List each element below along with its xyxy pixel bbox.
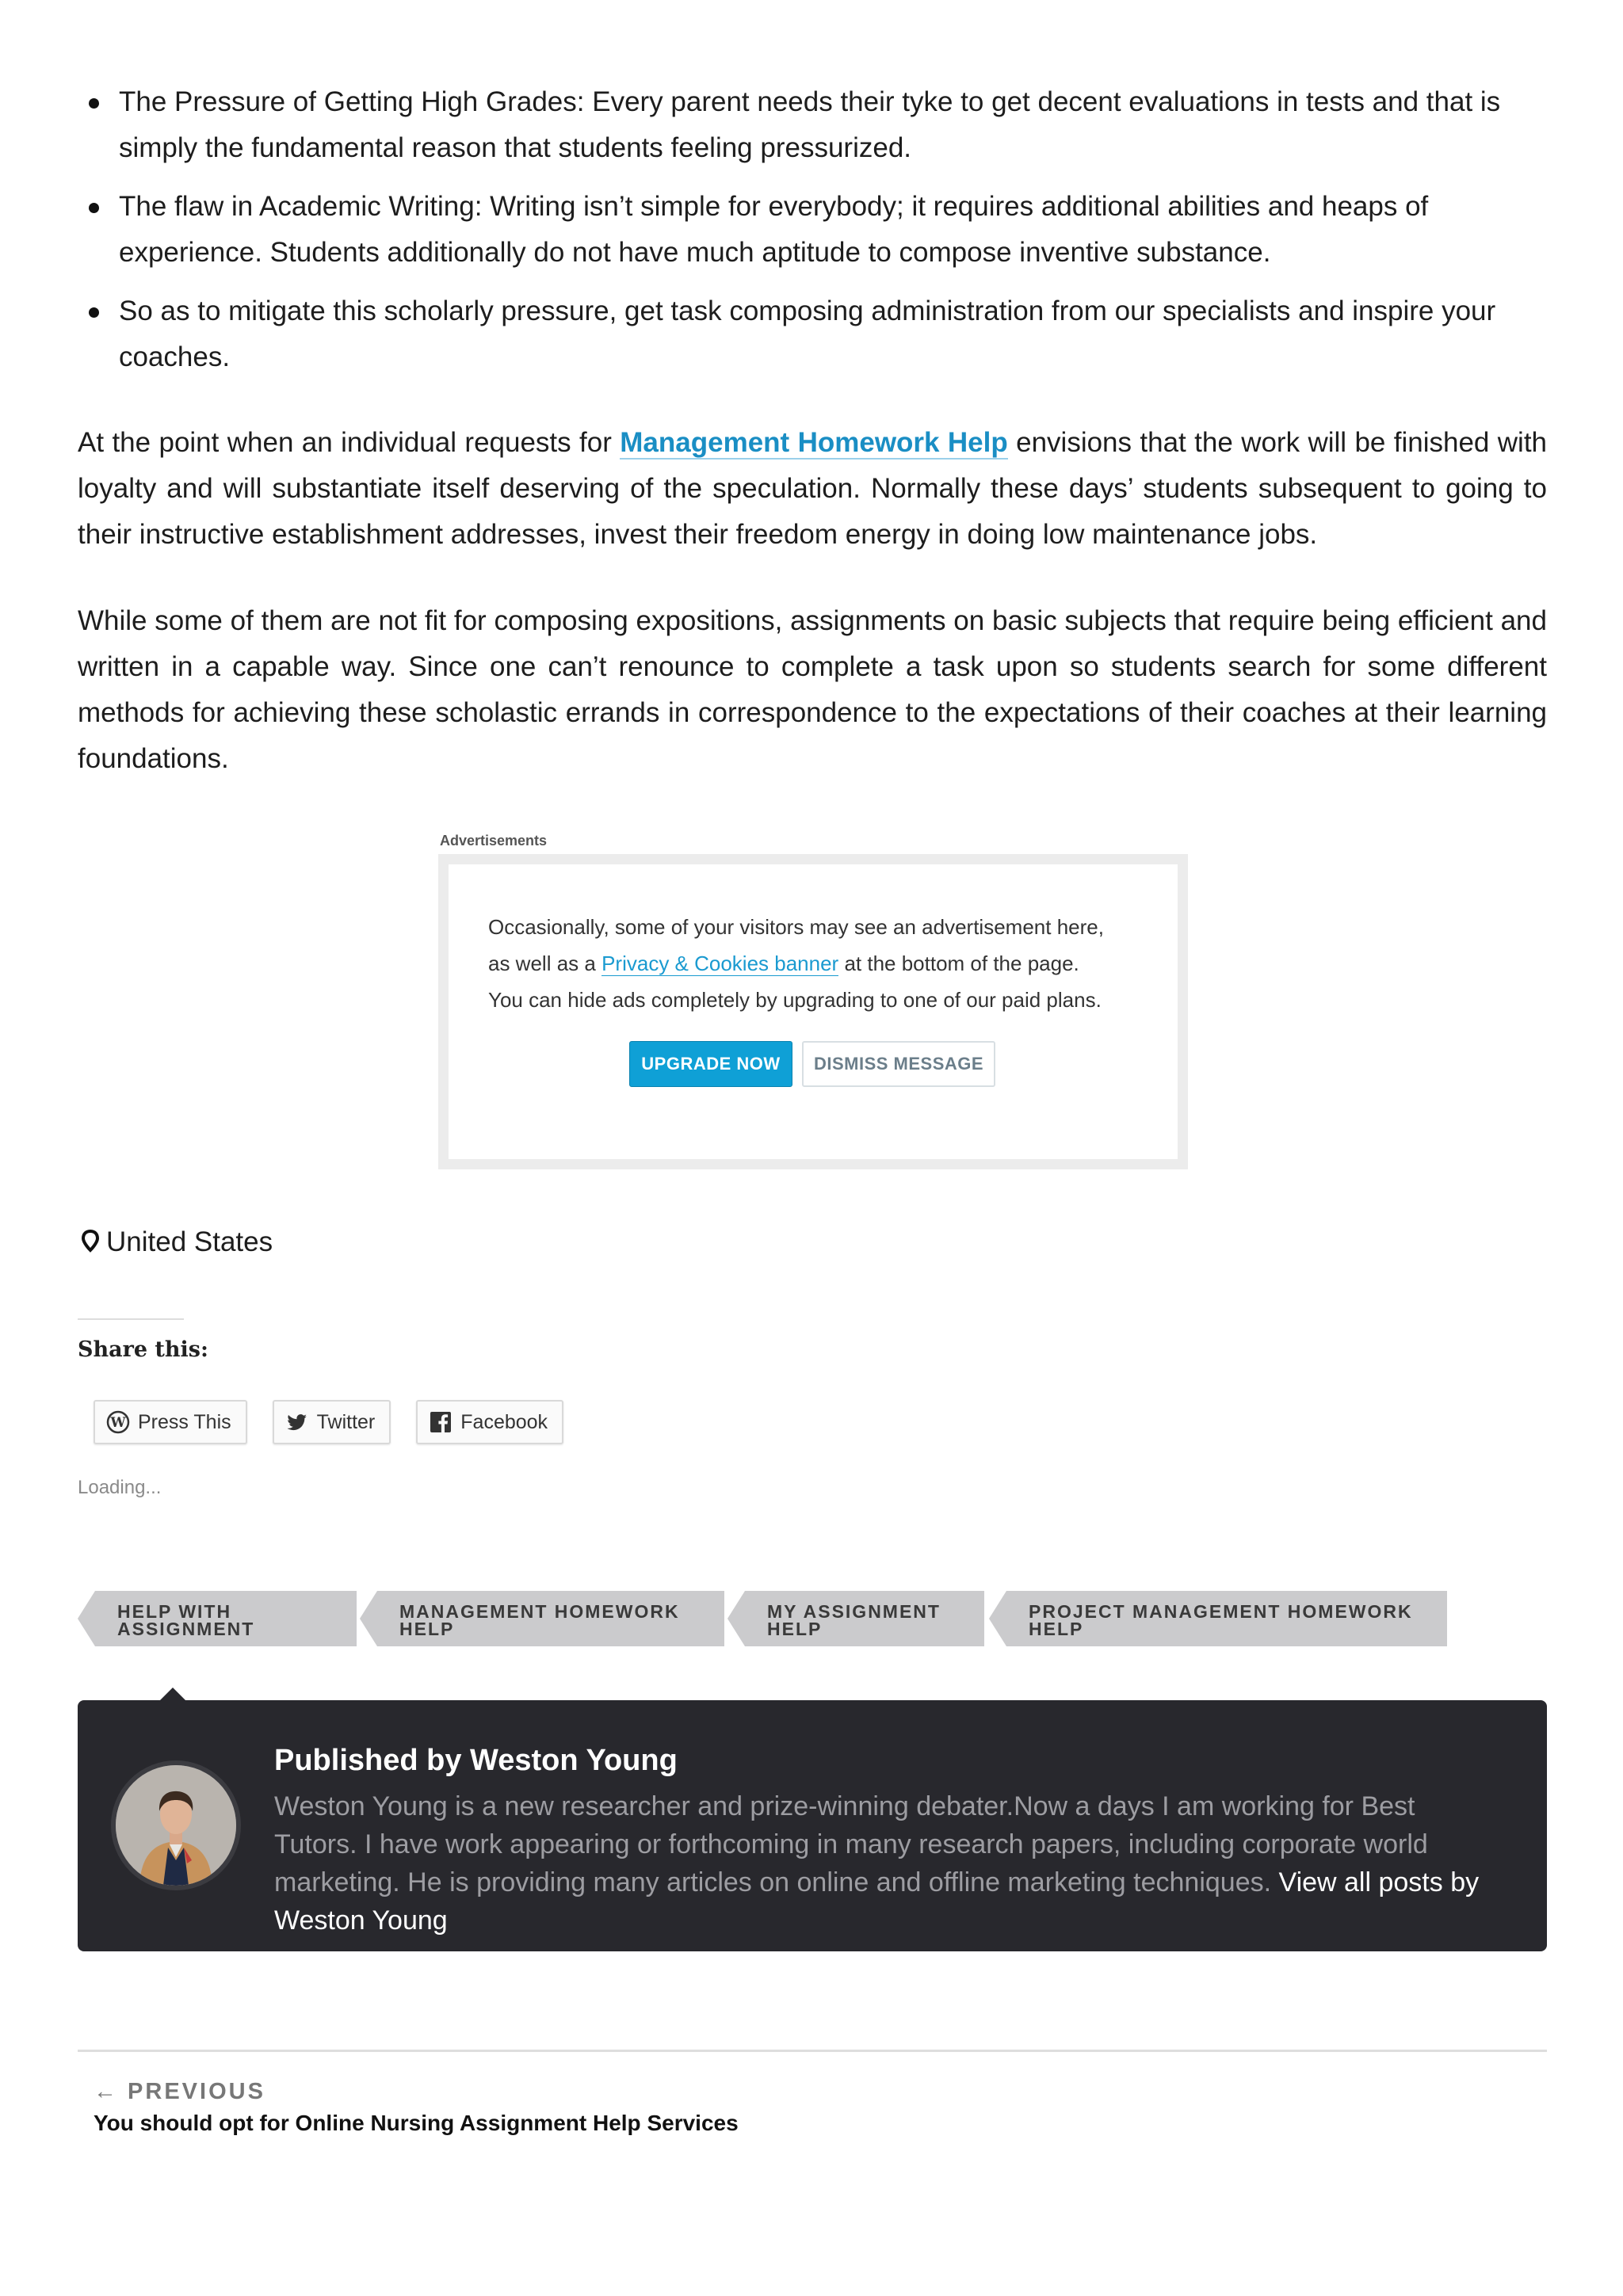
post-location <box>79 1226 273 1258</box>
tag-link[interactable] <box>95 1591 357 1646</box>
advertisements-label: Advertisements <box>440 833 548 849</box>
upgrade-now-button[interactable]: UPGRADE NOW <box>629 1041 792 1087</box>
previous-post-label[interactable]: ← PREVIOUS <box>94 2079 265 2104</box>
loading-text: Loading... <box>78 1477 162 1498</box>
bullet-item: The flaw in Academic Writing: Writing isn’t simple for everybody; it requires additional abilities and heaps of experience. Students additionally do not have much aptitude to compose inventive substance. <box>78 184 1547 276</box>
author-avatar[interactable] <box>111 1760 241 1890</box>
ad-line <box>488 945 1146 982</box>
share-buttons <box>94 1400 563 1444</box>
article-paragraph <box>78 420 1547 558</box>
tag-label-line: HELP WITH <box>117 1601 232 1622</box>
ad-line: Occasionally, some of your visitors may see an advertisement here, <box>488 915 1104 939</box>
author-heading <box>274 1744 678 1778</box>
author-heading-prefix: Published by <box>274 1744 471 1777</box>
tag-link[interactable] <box>745 1591 984 1646</box>
tag-label-line: PROJECT MANAGEMENT HOMEWORK <box>1029 1601 1413 1622</box>
tag-label-line: MANAGEMENT HOMEWORK <box>399 1601 680 1622</box>
tag-link[interactable] <box>377 1591 724 1646</box>
ad-line-text: at the bottom of the page. <box>838 952 1079 975</box>
dismiss-message-button[interactable]: DISMISS MESSAGE <box>802 1041 995 1087</box>
wordpress-icon <box>106 1410 130 1434</box>
tag-label-line: HELP <box>1029 1619 1084 1639</box>
share-button-label: Twitter <box>316 1410 376 1433</box>
share-title: Share this: <box>78 1337 208 1362</box>
location-pin-icon <box>79 1228 101 1257</box>
privacy-cookies-link[interactable]: Privacy & Cookies banner <box>601 952 839 975</box>
author-name: Weston Young <box>470 1744 678 1777</box>
bullet-item: The Pressure of Getting High Grades: Every parent needs their tyke to get decent evaluations in tests and that is simply the fundamental reason that students feeling pressurized. <box>78 79 1547 171</box>
share-facebook-button[interactable] <box>416 1400 563 1444</box>
share-twitter-button[interactable] <box>273 1400 391 1444</box>
facebook-icon <box>429 1410 453 1434</box>
author-photo-icon <box>116 1765 236 1886</box>
share-button-label: Facebook <box>460 1410 548 1433</box>
tag-label-line: ASSIGNMENT <box>117 1619 255 1639</box>
bullet-item: So as to mitigate this scholarly pressure, get task composing administration from our specialists and inspire your coaches. <box>78 288 1547 380</box>
share-divider <box>78 1318 184 1320</box>
previous-post-link[interactable]: You should opt for Online Nursing Assignment Help Services <box>94 2111 739 2135</box>
ad-buttons <box>629 1041 995 1087</box>
paragraph-text: envisions that the work will be finished with loyalty and will substantiate itself deserving of the speculation. Normally these days’ students subsequent to going to their instructive establishment addresses, invest their freedom energy in doing low maintenance jobs. <box>78 427 1548 550</box>
svg-text:W: W <box>110 1415 126 1431</box>
author-box <box>78 1700 1547 1951</box>
author-bio <box>274 1787 1495 1939</box>
author-bio-text: Weston Young is a new researcher and prize-winning debater.Now a days I am working for Best Tutors. I have work appearing or forthcoming in many research papers, including corporate world marketing. He is providing many articles on online and offline marketing techniques. <box>274 1791 1428 1897</box>
tag-label-line: HELP <box>399 1619 455 1639</box>
management-homework-help-link[interactable]: Management Homework Help <box>620 427 1008 458</box>
view-all-posts-link[interactable]: View all posts by Weston Young <box>274 1867 1480 1936</box>
location-text: United States <box>106 1226 273 1257</box>
tag-label-line: MY ASSIGNMENT <box>767 1601 941 1622</box>
share-press-this-button[interactable] <box>94 1400 247 1444</box>
post-nav-divider <box>78 2050 1547 2052</box>
share-button-label: Press This <box>138 1410 231 1433</box>
paragraph-text: At the point when an individual requests for <box>78 427 621 458</box>
ad-line-text: as well as a <box>488 952 602 975</box>
article-paragraph: While some of them are not fit for composing expositions, assignments on basic subjects that require being efficient and written in a capable way. Since one can’t renounce to complete a task upon so students search for some different methods for achieving these scholastic errands in correspondence to the expectations of their coaches at their learning foundations. <box>78 605 1547 774</box>
ad-notice-box <box>438 854 1188 1169</box>
twitter-bird-icon <box>285 1410 309 1434</box>
tag-label-line: HELP <box>767 1619 823 1639</box>
ad-line: You can hide ads completely by upgrading to one of our paid plans. <box>488 988 1102 1012</box>
article-bullet-list <box>78 79 1547 393</box>
ad-notice-text <box>488 909 1146 1018</box>
tag-link[interactable] <box>1006 1591 1447 1646</box>
